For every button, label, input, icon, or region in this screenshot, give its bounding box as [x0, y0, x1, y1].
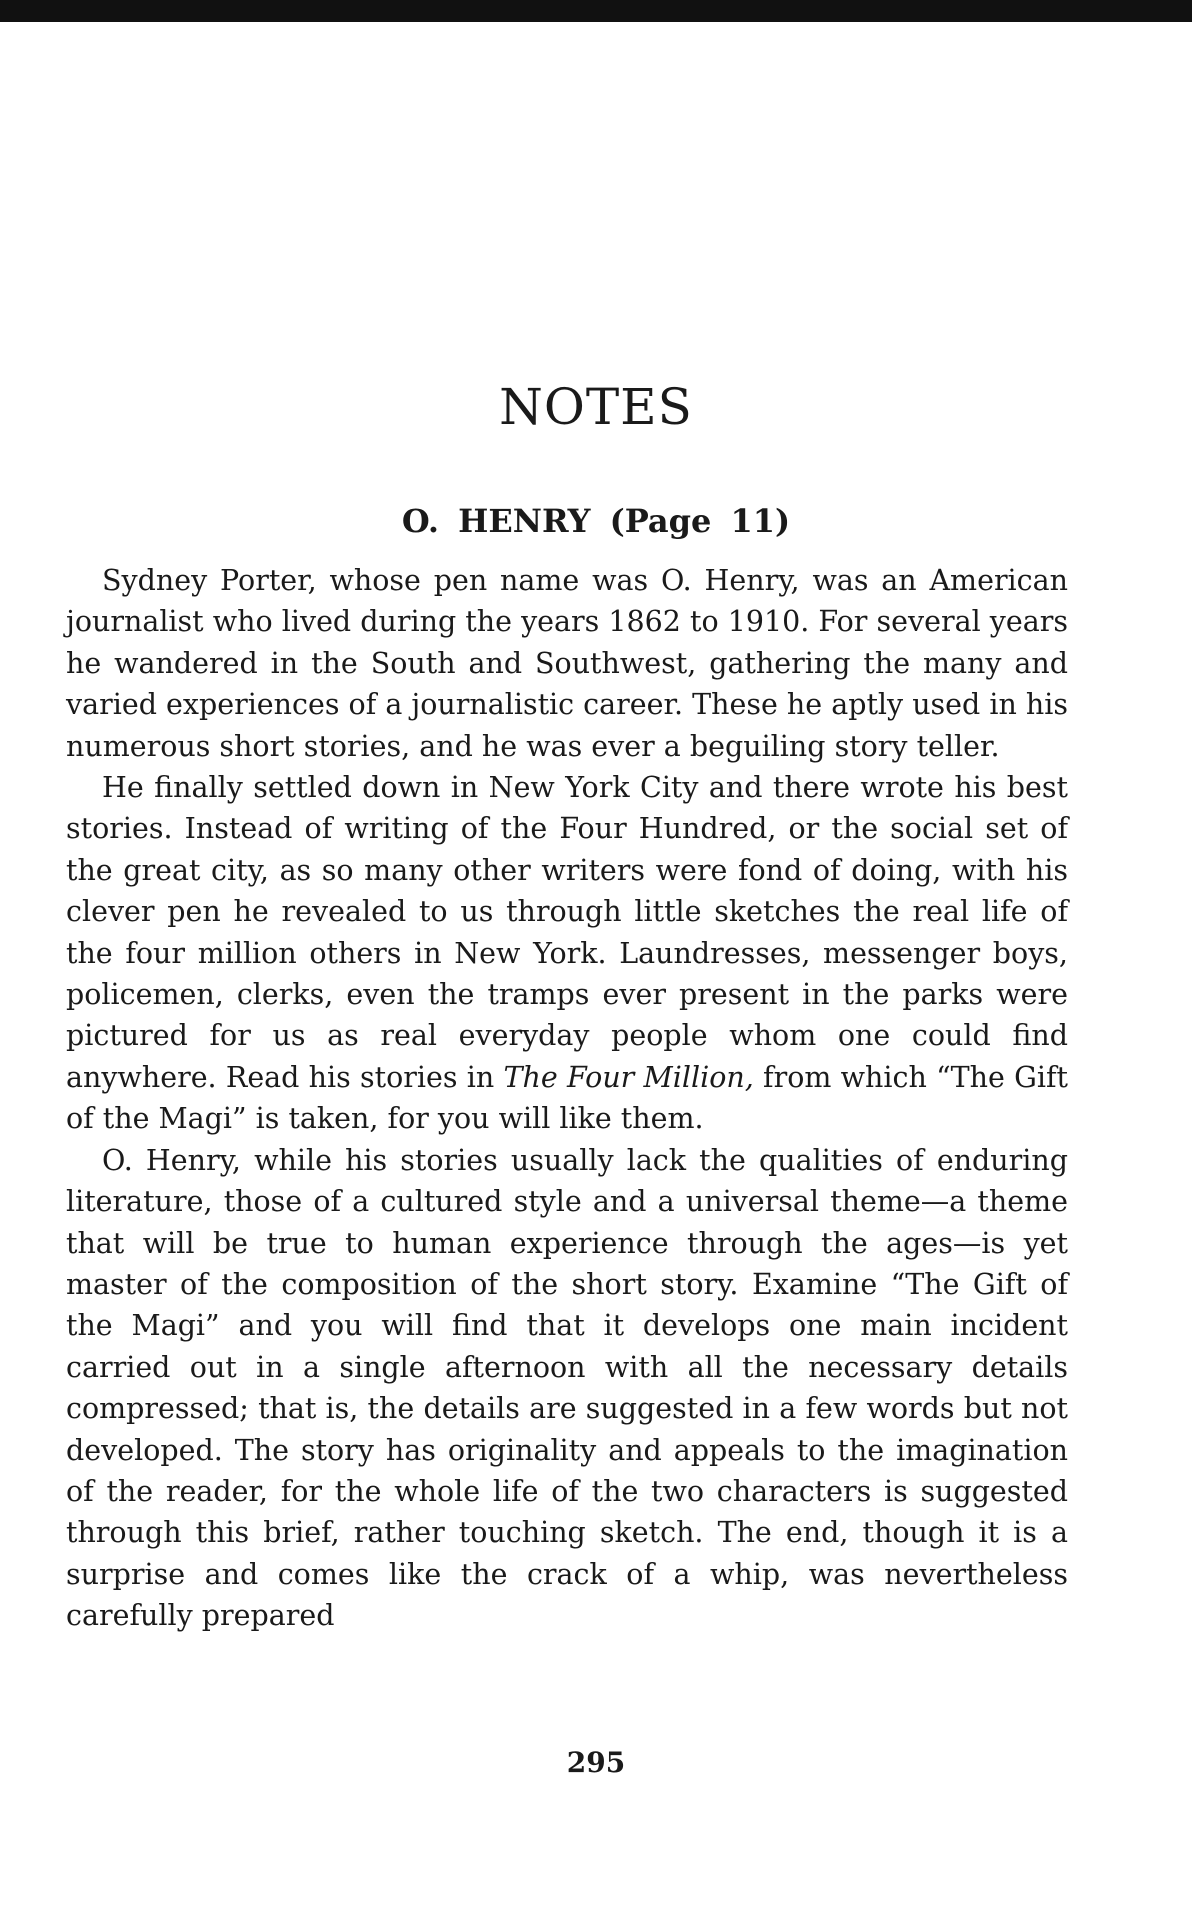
section-heading: O. HENRY (Page 11): [401, 502, 791, 540]
book-title: The Four Million,: [503, 1060, 754, 1094]
paragraph-text-continued: from which “The Gift of the Magi” is taken, for you will like them.: [66, 1060, 1069, 1136]
paragraph-text: O. Henry, while his stories usually lack the qualities of enduring literature, those of a cultured style and a universal theme—a theme that will be true to human experience through the ages—is yet master of the composition of the short story. Examine “The Gift of the Magi” and you will find that it develops one main incident carried out in a single afternoon with all the necessary details compressed; that is, the details are suggested in a few words but not developed. The story has originality and appeals to the imagination of the reader, for the whole life of the two characters is suggested through this brief, rather touching sketch. The end, though it is a surprise and comes like the crack of a whip, was nevertheless carefully prepared: [66, 1143, 1068, 1633]
paragraph-composition: [66, 1140, 1068, 1637]
page-title: NOTES: [499, 378, 693, 436]
page-number: 295: [566, 1746, 626, 1779]
paragraph-text: Sydney Porter, whose pen name was O. Henry, was an American journalist who lived during the years 1862 to 1910. For several years he wandered in the South and Southwest, gathering the many and varied experiences of a journalistic career. These he aptly used in his numerous short stories, and he was ever a beguiling story teller.: [66, 564, 1068, 763]
top-border-rule: [0, 0, 1192, 22]
paragraph-biography: [66, 560, 1068, 767]
notes-body: [66, 560, 1068, 1637]
paragraph-text: He finally settled down in New York City and there wrote his best stories. Instead of writing of the Four Hundred, or the social set of the great city, as so many other writers were fond of doing, with his clever pen he revealed to us through little sketches the real life of the four million others in New York. Laundresses, messenger boys, policemen, clerks, even the tramps ever present in the parks were pictured for us as real everyday people whom one could find anywhere. Read his stories in: [66, 771, 1068, 1094]
paragraph-new-york: [66, 767, 1068, 1140]
